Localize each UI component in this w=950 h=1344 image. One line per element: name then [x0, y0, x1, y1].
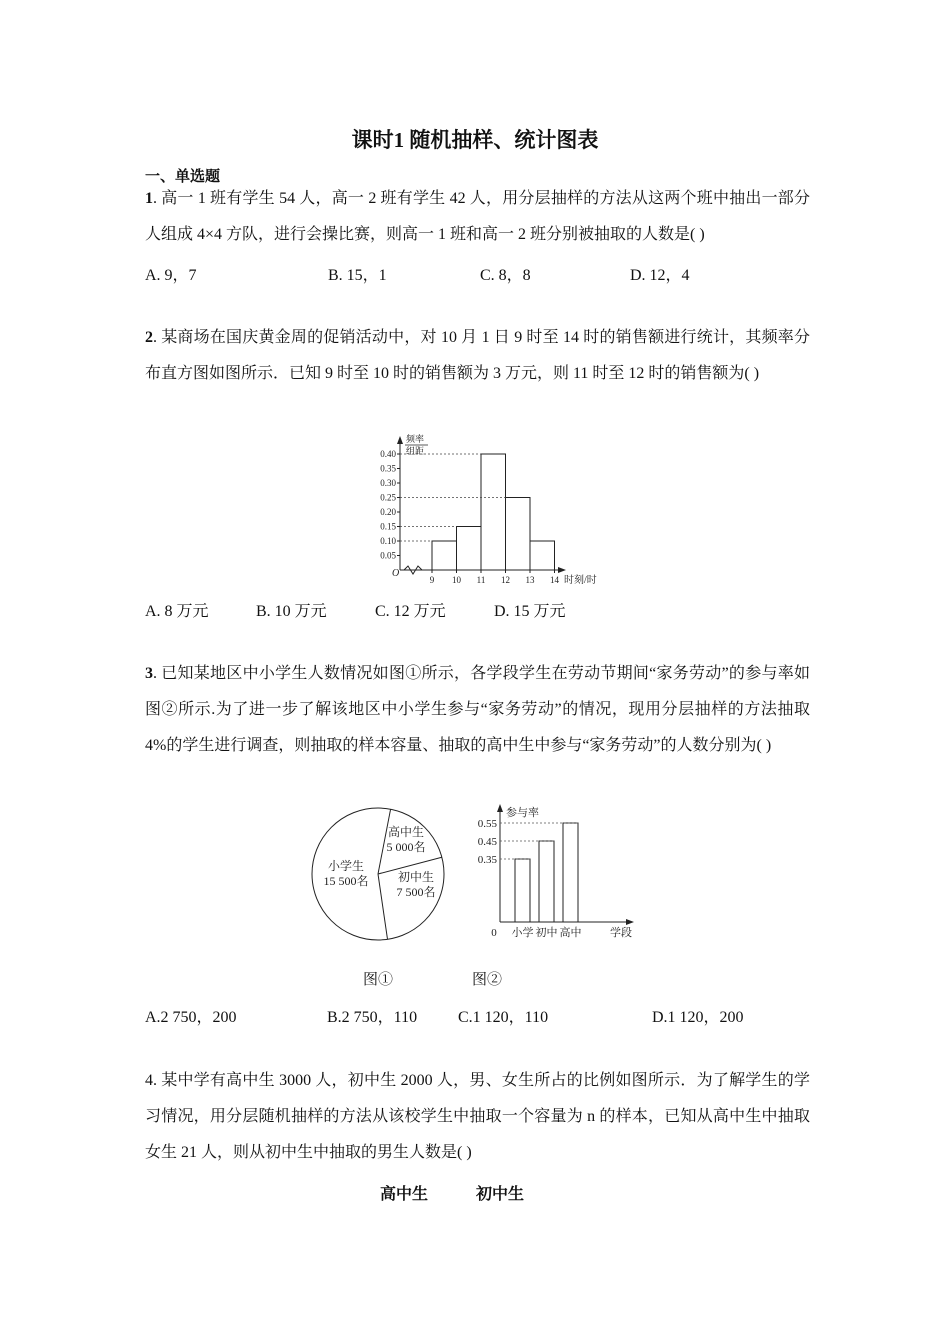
question-3-text: . 已知某地区中小学生人数情况如图①所示，各学段学生在劳动节期间“家务劳动”的参与率如图②所示.为了进一步了解该地区中小学生参与“家务劳动”的情况，现用分层抽样的方法抽取 4%的学生进行调查，则抽取的样本容量、抽取的高中生中参与“家务劳动”的人数分别为( ) — [145, 665, 810, 754]
histogram-bar — [432, 541, 457, 570]
y-tick-label: 0.35 — [380, 463, 396, 474]
histogram-bar — [506, 498, 531, 571]
y-axis-arrow — [497, 804, 503, 812]
q2-option-c: C. 12 万元 — [375, 603, 446, 620]
q1-option-a: A. 9，7 — [145, 267, 197, 284]
y-tick-label: 0.40 — [380, 449, 396, 459]
x-category-label: 高中 — [559, 927, 582, 939]
x-tick-label: 12 — [501, 575, 510, 585]
question-3-number: 3 — [145, 665, 153, 682]
histogram-chart — [370, 430, 620, 590]
pie-slice-value: 7 500名 — [396, 885, 436, 899]
y-tick-label: 0.45 — [477, 836, 497, 848]
q3-option-d: D.1 120，200 — [652, 1009, 744, 1026]
pie-slice-name: 小学生 — [327, 859, 365, 873]
y-tick-label: 0.55 — [477, 818, 497, 830]
x-category-label: 小学 — [511, 927, 534, 939]
x-category-label: 初中 — [535, 927, 558, 939]
y-axis-arrow — [397, 436, 403, 444]
question-4: 4. 某中学有高中生 3000 人，初中生 2000 人，男、女生所占的比例如图所示．为了解学生的学习情况，用分层随机抽样的方法从该校学生中抽取一个容量为 n 的样本，已知从高中生中抽取女生 21 人，则从初中生中抽取的男生人数是( ) — [145, 1072, 810, 1161]
origin-label: O — [392, 568, 400, 579]
x-axis-arrow — [626, 919, 634, 925]
q1-option-c: C. 8，8 — [480, 267, 531, 284]
pie-chart — [310, 806, 455, 946]
q2-option-a: A. 8 万元 — [145, 603, 209, 620]
page-title: 课时1 随机抽样、统计图表 — [351, 128, 599, 152]
x-tick-label: 13 — [525, 575, 535, 585]
histogram-bar — [530, 541, 555, 570]
histogram-bar — [457, 527, 482, 571]
histogram-bar — [481, 454, 506, 570]
x-tick-label: 9 — [429, 575, 435, 585]
question-1 — [145, 181, 810, 253]
x-tick-label: 11 — [476, 575, 486, 585]
figure-1-caption: 图① — [363, 972, 394, 988]
q3-option-b: B.2 750，110 — [327, 1009, 418, 1026]
y-tick-label: 0.35 — [477, 854, 497, 866]
question-2-text: . 某商场在国庆黄金周的促销活动中，对 10 月 1 日 9 时至 14 时的销售额进行统计，其频率分布直方图如图所示．已知 9 时至 10 时的销售额为 3 万元，则 11 时至 12 时的销售额为( ) — [145, 329, 810, 382]
question-2-number: 2 — [145, 329, 153, 346]
q3-option-c: C.1 120，110 — [458, 1009, 549, 1026]
section-heading: 一、单选题 — [145, 169, 221, 185]
y-tick-label: 0.30 — [380, 478, 396, 488]
pie-slice-boundary — [378, 874, 388, 939]
question-3 — [145, 656, 810, 764]
pie-slice-name: 初中生 — [397, 870, 435, 884]
x-axis-arrow — [558, 567, 566, 573]
x-tick-label: 14 — [550, 575, 559, 585]
q3-option-a: A.2 750，200 — [145, 1009, 237, 1026]
question-2 — [145, 320, 810, 392]
y-axis-label-bottom: 组距 — [406, 446, 425, 456]
q1-option-b: B. 15，1 — [328, 267, 387, 284]
x-axis-label: 时刻/时 — [564, 575, 597, 586]
q1-option-d: D. 12，4 — [630, 267, 690, 284]
y-tick-label: 0.10 — [380, 536, 396, 546]
participation-bar — [563, 823, 578, 922]
label-high-school: 高中生 — [380, 1186, 429, 1203]
y-axis-label: 参与率 — [506, 807, 539, 819]
q2-option-d: D. 15 万元 — [494, 603, 566, 620]
participation-bar-chart — [470, 802, 650, 948]
y-tick-label: 0.05 — [380, 550, 396, 561]
y-axis-label-top: 频率 — [406, 434, 425, 444]
q2-option-b: B. 10 万元 — [256, 603, 327, 620]
x-axis-label: 学段 — [610, 927, 632, 939]
pie-slice-value: 5 000名 — [386, 840, 426, 854]
y-tick-label: 0.15 — [380, 521, 396, 532]
participation-bar — [515, 859, 530, 922]
y-tick-label: 0.20 — [380, 507, 396, 517]
question-1-number: 1 — [145, 190, 153, 207]
pie-slice-value: 15 500名 — [323, 874, 369, 888]
x-tick-label: 10 — [452, 575, 461, 585]
origin-label: 0 — [491, 927, 497, 939]
figure-2-caption: 图② — [472, 972, 503, 988]
y-tick-label: 0.25 — [380, 492, 396, 503]
label-middle-school: 初中生 — [476, 1186, 525, 1203]
participation-bar — [539, 841, 554, 922]
question-1-text: . 高一 1 班有学生 54 人，高一 2 班有学生 42 人，用分层抽样的方法从这两个班中抽出一部分人组成 4×4 方队，进行会操比赛，则高一 1 班和高一 2 班分别被抽取的人数是( ) — [145, 190, 810, 243]
pie-slice-name: 高中生 — [387, 825, 425, 839]
